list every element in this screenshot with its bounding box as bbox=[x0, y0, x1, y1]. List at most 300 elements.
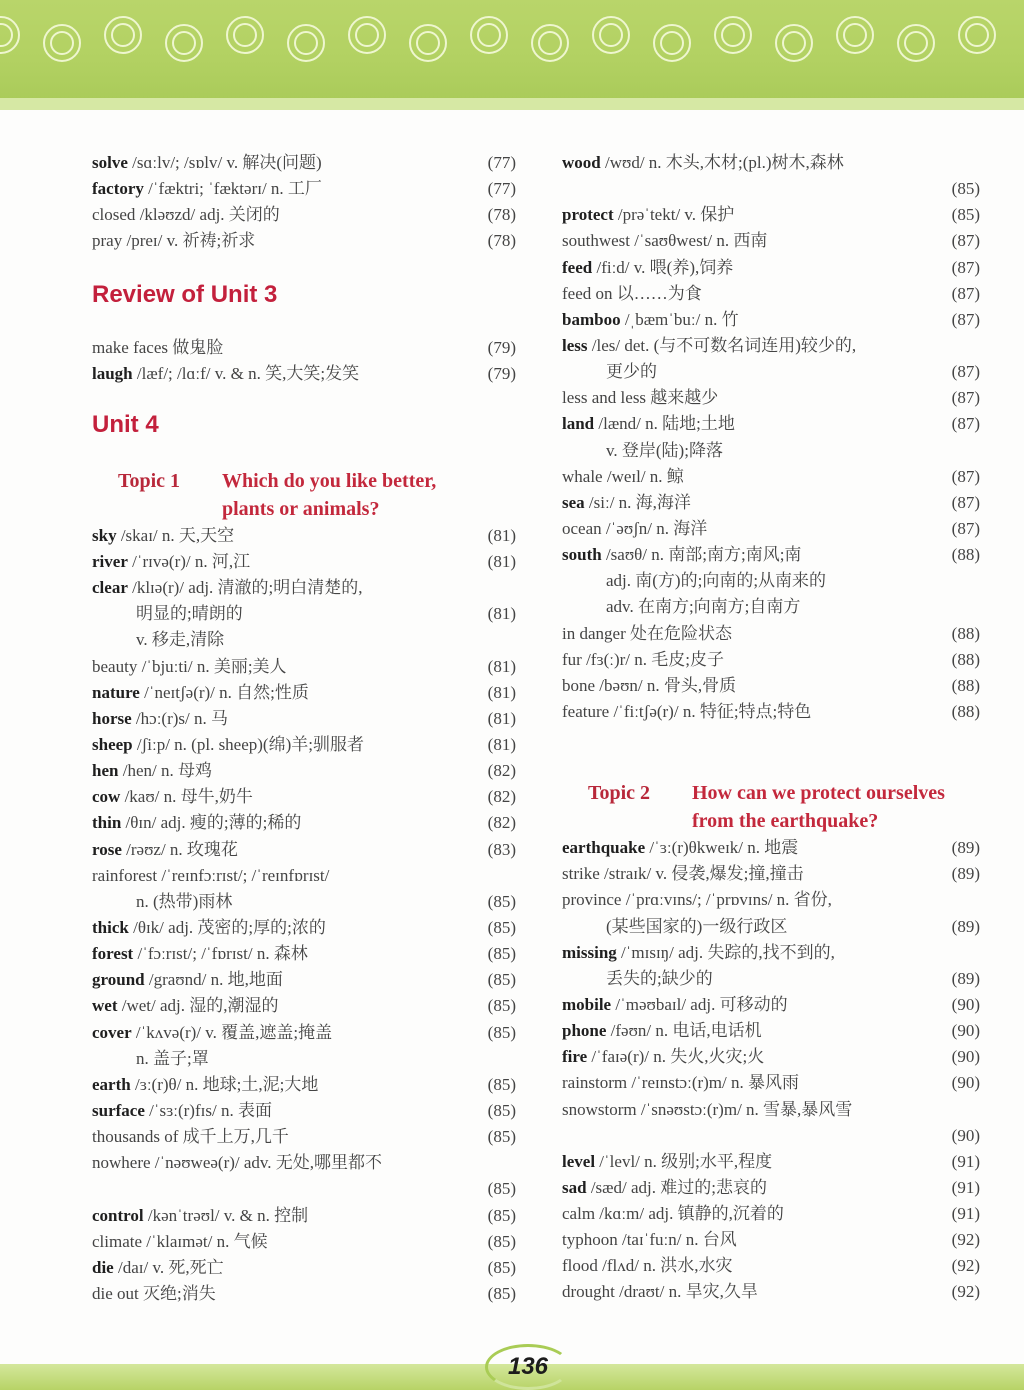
entry-headword: mobile bbox=[562, 994, 612, 1014]
entry-page-ref: (92) bbox=[951, 1256, 980, 1276]
ring-ornament-icon bbox=[897, 24, 935, 62]
entry-headword: strike bbox=[562, 864, 600, 884]
vocab-entry bbox=[562, 621, 980, 647]
vocab-entry bbox=[92, 1281, 516, 1307]
entry-definition: 丢失的;缺少的 bbox=[606, 968, 713, 988]
entry-page-ref: (85) bbox=[487, 1231, 516, 1251]
vocab-entry bbox=[562, 150, 980, 176]
entry-headword: fire bbox=[562, 1047, 588, 1067]
ring-ornament-icon bbox=[226, 16, 264, 54]
vocab-entry bbox=[562, 202, 980, 228]
entry-page-ref: (91) bbox=[951, 1177, 980, 1197]
entry-headword: sea bbox=[562, 492, 585, 512]
entry-definition: /draʊt/ n. 旱灾,久旱 bbox=[614, 1282, 758, 1302]
entry-continuation bbox=[562, 1123, 980, 1149]
entry-definition: /taɪˈfuːn/ n. 台风 bbox=[617, 1230, 737, 1250]
entry-definition: /fiːd/ v. 喂(养),饲养 bbox=[592, 257, 734, 277]
entry-definition: /ˌbæmˈbuː/ n. 竹 bbox=[620, 309, 739, 329]
entry-headword: snowstorm bbox=[562, 1099, 637, 1119]
vocab-entry bbox=[92, 732, 516, 758]
entry-headword: province bbox=[562, 890, 622, 910]
entry-page-ref: (89) bbox=[951, 968, 980, 988]
entry-definition: /wet/ adj. 湿的,潮湿的 bbox=[117, 996, 279, 1016]
entry-definition: /ˈkʌvə(r)/ v. 覆盖,遮盖;掩盖 bbox=[131, 1022, 333, 1042]
vocab-entry bbox=[92, 915, 516, 941]
entry-definition: adj. 南(方)的;向南的;从南来的 bbox=[606, 571, 827, 591]
entry-page-ref: (87) bbox=[951, 362, 980, 382]
entry-page-ref: (87) bbox=[951, 388, 980, 408]
entry-headword: wet bbox=[92, 996, 118, 1016]
entry-page-ref: (88) bbox=[951, 649, 980, 669]
entry-headword: calm bbox=[562, 1204, 596, 1224]
ring-ornament-icon bbox=[531, 24, 569, 62]
entry-headword: southwest bbox=[562, 231, 630, 251]
entry-page-ref: (88) bbox=[951, 701, 980, 721]
vocab-entry bbox=[92, 837, 516, 863]
entry-headword: thick bbox=[92, 917, 129, 937]
entry-page-ref: (90) bbox=[951, 1073, 980, 1093]
entry-page-ref: (88) bbox=[951, 545, 980, 565]
entry-headword: sheep bbox=[92, 734, 133, 754]
topic-heading bbox=[562, 725, 980, 835]
entry-page-ref: (90) bbox=[951, 1125, 980, 1145]
entry-page-ref: (92) bbox=[951, 1230, 980, 1250]
entry-definition: 越来越少 bbox=[646, 388, 719, 408]
entry-definition: /ʃiːp/ n. (pl. sheep)(绵)羊;驯服者 bbox=[132, 734, 364, 754]
entry-headword: cow bbox=[92, 787, 121, 807]
vocab-entry bbox=[92, 1150, 516, 1176]
entry-page-ref: (85) bbox=[487, 1257, 516, 1277]
entry-headword: make faces bbox=[92, 337, 168, 357]
entry-page-ref: (81) bbox=[487, 708, 516, 728]
vocab-entry bbox=[562, 255, 980, 281]
entry-definition: /fəʊn/ n. 电话,电话机 bbox=[606, 1021, 762, 1041]
vocab-entry bbox=[562, 1175, 980, 1201]
vocab-entry bbox=[92, 706, 516, 732]
entry-definition: 更少的 bbox=[606, 362, 657, 382]
entry-definition: /læf/; /lɑːf/ v. & n. 笑,大笑;发笑 bbox=[132, 363, 360, 383]
entry-headword: feed on bbox=[562, 283, 613, 303]
entry-continuation bbox=[562, 176, 980, 202]
entry-continuation bbox=[562, 568, 980, 594]
entry-definition: /hɔː(r)s/ n. 马 bbox=[131, 708, 228, 728]
entry-headword: rose bbox=[92, 839, 122, 859]
entry-definition: /lænd/ n. 陆地;土地 bbox=[594, 414, 735, 434]
entry-definition: /daɪ/ v. 死,死亡 bbox=[113, 1257, 224, 1277]
entry-page-ref: (81) bbox=[487, 656, 516, 676]
entry-continuation bbox=[562, 594, 980, 620]
vocab-entry bbox=[92, 1020, 516, 1046]
entry-page-ref: (85) bbox=[487, 1283, 516, 1303]
entry-page-ref: (89) bbox=[951, 864, 980, 884]
vocab-entry bbox=[562, 464, 980, 490]
entry-definition: /fɜ(ː)r/ n. 毛皮;皮子 bbox=[581, 649, 725, 669]
entry-definition: /ˈreɪnstɔː(r)m/ n. 暴风雨 bbox=[627, 1073, 800, 1093]
topic-question-line: plants or animals? bbox=[222, 497, 380, 520]
entry-headword: thousands of bbox=[92, 1127, 179, 1147]
entry-headword: closed bbox=[92, 205, 136, 225]
entry-page-ref: (77) bbox=[487, 153, 516, 172]
entry-definition: /straɪk/ v. 侵袭,爆发;撞,撞击 bbox=[599, 864, 804, 884]
vocabulary-column-right bbox=[562, 150, 980, 1306]
entry-definition: n. 盖子;罩 bbox=[136, 1048, 209, 1068]
entry-page-ref: (87) bbox=[951, 414, 980, 434]
entry-headword: pray bbox=[92, 231, 123, 251]
entry-definition: /rəʊz/ n. 玫瑰花 bbox=[121, 839, 238, 859]
entry-page-ref: (90) bbox=[951, 1047, 980, 1067]
entry-page-ref: (87) bbox=[951, 231, 980, 251]
entry-page-ref: (85) bbox=[487, 944, 516, 964]
entry-headword: south bbox=[562, 545, 602, 565]
vocab-entry bbox=[92, 176, 516, 202]
entry-page-ref: (82) bbox=[487, 761, 516, 781]
vocab-entry bbox=[562, 1279, 980, 1305]
vocab-entry bbox=[92, 228, 516, 254]
vocab-entry bbox=[92, 863, 516, 889]
entry-definition: /sæd/ adj. 难过的;悲哀的 bbox=[586, 1177, 767, 1197]
entry-page-ref: (81) bbox=[487, 551, 516, 571]
entry-headword: forest bbox=[92, 944, 134, 964]
entry-headword: land bbox=[562, 414, 595, 434]
entry-definition: 处在危险状态 bbox=[625, 623, 732, 643]
entry-page-ref: (85) bbox=[951, 179, 980, 199]
header-strip bbox=[0, 98, 1024, 110]
ring-ornament-icon bbox=[287, 24, 325, 62]
entry-definition: /klɪə(r)/ adj. 清澈的;明白清楚的, bbox=[127, 578, 363, 598]
entry-page-ref: (82) bbox=[487, 813, 516, 833]
vocab-entry bbox=[562, 490, 980, 516]
entry-headword: feed bbox=[562, 257, 593, 277]
vocab-entry bbox=[562, 516, 980, 542]
entry-continuation bbox=[92, 1176, 516, 1202]
entry-definition: /ˈɜː(r)θkweɪk/ n. 地震 bbox=[645, 838, 799, 858]
entry-page-ref: (89) bbox=[951, 838, 980, 858]
vocab-entry bbox=[562, 281, 980, 307]
entry-headword: drought bbox=[562, 1282, 615, 1302]
entry-definition: /ˈklaɪmət/ n. 气候 bbox=[142, 1231, 268, 1251]
entry-page-ref: (81) bbox=[487, 525, 516, 545]
entry-definition: /weɪl/ n. 鲸 bbox=[602, 466, 684, 486]
entry-page-ref: (90) bbox=[951, 1021, 980, 1041]
entry-page-ref: (87) bbox=[951, 466, 980, 486]
ring-ornament-icon bbox=[958, 16, 996, 54]
vocab-entry bbox=[92, 150, 516, 176]
entry-definition: /hen/ n. 母鸡 bbox=[118, 761, 212, 781]
topic-label: Topic 1 bbox=[118, 469, 181, 492]
ring-ornament-icon bbox=[0, 16, 20, 54]
entry-headword: horse bbox=[92, 708, 132, 728]
entry-headword: phone bbox=[562, 1021, 607, 1041]
entry-headword: in danger bbox=[562, 623, 626, 643]
vocab-entry bbox=[562, 1227, 980, 1253]
entry-headword: climate bbox=[92, 1231, 143, 1251]
entry-headword: less and less bbox=[562, 388, 647, 408]
entry-definition: /ˈrɪvə(r)/ n. 河,江 bbox=[127, 551, 251, 571]
vocab-entry bbox=[562, 307, 980, 333]
entry-headword: earthquake bbox=[562, 838, 646, 858]
topic-label: Topic 2 bbox=[588, 782, 651, 805]
entry-headword: missing bbox=[562, 942, 617, 962]
vocab-entry bbox=[92, 680, 516, 706]
entry-definition: /ˈbjuːti/ n. 美丽;美人 bbox=[137, 656, 287, 676]
entry-page-ref: (92) bbox=[951, 1282, 980, 1302]
entry-definition: /ˈfiːtʃə(r)/ n. 特征;特点;特色 bbox=[609, 701, 812, 721]
entry-headword: laugh bbox=[92, 363, 133, 383]
entry-headword: hen bbox=[92, 761, 119, 781]
entry-definition: /ˈfæktri; ˈfæktərɪ/ n. 工厂 bbox=[143, 179, 322, 199]
entry-page-ref: (91) bbox=[951, 1151, 980, 1171]
vocab-entry bbox=[562, 1070, 980, 1096]
vocab-entry bbox=[562, 333, 980, 359]
entry-definition: 做鬼脸 bbox=[167, 337, 224, 357]
entry-definition: /skaɪ/ n. 天,天空 bbox=[116, 525, 235, 545]
unit-heading-text: Unit 4 bbox=[92, 410, 159, 438]
entry-page-ref: (85) bbox=[487, 1127, 516, 1147]
ring-ornament-icon bbox=[470, 16, 508, 54]
entry-page-ref: (90) bbox=[951, 994, 980, 1014]
vocab-entry bbox=[562, 1097, 980, 1123]
section-heading bbox=[92, 255, 516, 335]
vocab-entry bbox=[92, 1098, 516, 1124]
topic-question-line: from the earthquake? bbox=[692, 810, 879, 833]
entry-page-ref: (89) bbox=[951, 916, 980, 936]
vocab-entry bbox=[562, 228, 980, 254]
decorative-header-band bbox=[0, 0, 1024, 100]
vocab-entry bbox=[562, 673, 980, 699]
entry-continuation bbox=[562, 914, 980, 940]
entry-definition: v. 登岸(陆);降落 bbox=[606, 440, 723, 460]
vocab-entry bbox=[92, 523, 516, 549]
entry-headword: clear bbox=[92, 578, 128, 598]
vocab-entry bbox=[562, 1149, 980, 1175]
entry-headword: whale bbox=[562, 466, 603, 486]
entry-definition: /kɑːm/ adj. 镇静的,沉着的 bbox=[595, 1204, 784, 1224]
entry-page-ref: (88) bbox=[951, 623, 980, 643]
entry-headword: rainforest bbox=[92, 865, 158, 885]
ring-ornament-icon bbox=[43, 24, 81, 62]
entry-definition: adv. 在南方;向南方;自南方 bbox=[606, 597, 801, 617]
ring-ornament-icon bbox=[348, 16, 386, 54]
vocab-entry bbox=[92, 1124, 516, 1150]
entry-headword: nature bbox=[92, 682, 140, 702]
entry-definition: /ˈsaʊθwest/ n. 西南 bbox=[630, 231, 768, 251]
entry-page-ref: (91) bbox=[951, 1204, 980, 1224]
entry-headword: die out bbox=[92, 1283, 139, 1303]
entry-definition: /ˈlevl/ n. 级别;水平,程度 bbox=[595, 1151, 773, 1171]
entry-continuation bbox=[92, 889, 516, 915]
entry-page-ref: (77) bbox=[487, 179, 516, 199]
vocab-entry bbox=[92, 575, 516, 601]
entry-page-ref: (79) bbox=[487, 363, 516, 383]
entry-definition: /kləʊzd/ adj. 关闭的 bbox=[135, 205, 280, 225]
vocab-entry bbox=[92, 1229, 516, 1255]
section-heading-text: Review of Unit 3 bbox=[92, 280, 278, 308]
entry-headword: die bbox=[92, 1257, 114, 1277]
entry-definition: 成千上万,几千 bbox=[178, 1127, 289, 1147]
entry-definition: /wʊd/ n. 木头,木材;(pl.)树木,森林 bbox=[600, 153, 844, 172]
entry-definition: /graʊnd/ n. 地,地面 bbox=[144, 970, 283, 990]
entry-headword: feature bbox=[562, 701, 610, 721]
entry-headword: rainstorm bbox=[562, 1073, 628, 1093]
vocab-entry bbox=[562, 542, 980, 568]
entry-headword: earth bbox=[92, 1074, 131, 1094]
entry-definition: /ˈəʊʃn/ n. 海洋 bbox=[601, 518, 708, 538]
entry-headword: wood bbox=[562, 153, 601, 172]
entry-definition: /ˈmɪsɪŋ/ adj. 失踪的,找不到的, bbox=[616, 942, 835, 962]
entry-definition: /kaʊ/ n. 母牛,奶牛 bbox=[120, 787, 253, 807]
entry-continuation bbox=[562, 966, 980, 992]
entry-continuation bbox=[562, 438, 980, 464]
entry-definition: /bəʊn/ n. 骨头,骨质 bbox=[595, 675, 737, 695]
entry-definition: /saʊθ/ n. 南部;南方;南风;南 bbox=[601, 545, 802, 565]
topic-heading bbox=[92, 453, 516, 523]
ring-ornament-icon bbox=[592, 16, 630, 54]
entry-headword: thin bbox=[92, 813, 122, 833]
entry-headword: control bbox=[92, 1205, 144, 1225]
entry-headword: protect bbox=[562, 205, 614, 225]
entry-headword: ocean bbox=[562, 518, 602, 538]
entry-headword: factory bbox=[92, 179, 144, 199]
entry-definition: /θɪn/ adj. 瘦的;薄的;稀的 bbox=[121, 813, 302, 833]
vocab-entry bbox=[562, 1201, 980, 1227]
entry-headword: level bbox=[562, 1151, 596, 1171]
entry-page-ref: (85) bbox=[487, 1179, 516, 1199]
entry-headword: river bbox=[92, 551, 128, 571]
ring-ornament-icon bbox=[409, 24, 447, 62]
vocab-entry bbox=[92, 810, 516, 836]
entry-headword: typhoon bbox=[562, 1230, 618, 1250]
vocab-entry bbox=[562, 411, 980, 437]
entry-page-ref: (82) bbox=[487, 787, 516, 807]
vocab-entry bbox=[92, 993, 516, 1019]
vocab-entry bbox=[562, 861, 980, 887]
vocab-entry bbox=[92, 967, 516, 993]
entry-headword: bone bbox=[562, 675, 596, 695]
entry-headword: surface bbox=[92, 1100, 145, 1120]
ring-ornament-icon bbox=[653, 24, 691, 62]
entry-page-ref: (81) bbox=[487, 604, 516, 624]
vocab-entry bbox=[562, 1253, 980, 1279]
vocab-entry bbox=[562, 385, 980, 411]
entry-page-ref: (85) bbox=[487, 996, 516, 1016]
entry-page-ref: (85) bbox=[487, 970, 516, 990]
ring-ornament-icon bbox=[714, 16, 752, 54]
entry-definition: /ˈreɪnfɔːrɪst/; /ˈreɪnfɒrɪst/ bbox=[157, 865, 330, 885]
entry-page-ref: (87) bbox=[951, 309, 980, 329]
vocab-entry bbox=[92, 361, 516, 387]
unit-heading bbox=[92, 387, 516, 453]
entry-definition: /ˈprɑːvɪns/; /ˈprɒvɪns/ n. 省份, bbox=[621, 890, 832, 910]
entry-definition: /ˈsnəʊstɔː(r)m/ n. 雪暴,暴风雪 bbox=[636, 1099, 853, 1119]
vocab-entry bbox=[92, 1203, 516, 1229]
ring-ornament-icon bbox=[836, 16, 874, 54]
vocab-entry bbox=[562, 647, 980, 673]
entry-page-ref: (85) bbox=[487, 891, 516, 911]
vocab-entry bbox=[562, 887, 980, 913]
page-number: 136 bbox=[485, 1344, 571, 1390]
entry-definition: /sɑːlv/; /sɒlv/ v. 解决(问题) bbox=[127, 153, 322, 172]
entry-page-ref: (85) bbox=[487, 917, 516, 937]
entry-definition: 以……为食 bbox=[612, 283, 702, 303]
entry-definition: /ˈsɜː(r)fɪs/ n. 表面 bbox=[144, 1100, 272, 1120]
entry-headword: sky bbox=[92, 525, 117, 545]
entry-page-ref: (87) bbox=[951, 518, 980, 538]
entry-continuation bbox=[92, 601, 516, 627]
entry-definition: /preɪ/ v. 祈祷;祈求 bbox=[122, 231, 256, 251]
entry-definition: /ˈnəʊweə(r)/ adv. 无处,哪里都不 bbox=[150, 1153, 383, 1173]
topic-question-line: How can we protect ourselves bbox=[692, 782, 945, 805]
entry-definition: /siː/ n. 海,海洋 bbox=[584, 492, 691, 512]
entry-definition: /prəˈtekt/ v. 保护 bbox=[613, 205, 735, 225]
entry-continuation bbox=[562, 359, 980, 385]
vocab-entry bbox=[92, 1255, 516, 1281]
vocab-entry bbox=[92, 202, 516, 228]
entry-definition: v. 移走,清除 bbox=[136, 630, 225, 650]
entry-definition: /θɪk/ adj. 茂密的;厚的;浓的 bbox=[128, 917, 326, 937]
entry-continuation bbox=[92, 1046, 516, 1072]
ring-ornament-icon bbox=[775, 24, 813, 62]
entry-headword: cover bbox=[92, 1022, 132, 1042]
entry-page-ref: (81) bbox=[487, 734, 516, 754]
entry-definition: /ˈməʊbaɪl/ adj. 可移动的 bbox=[611, 994, 788, 1014]
entry-page-ref: (87) bbox=[951, 283, 980, 303]
entry-page-ref: (87) bbox=[951, 257, 980, 277]
entry-headword: ground bbox=[92, 970, 145, 990]
ring-ornament-icon bbox=[165, 24, 203, 62]
entry-page-ref: (78) bbox=[487, 205, 516, 225]
entry-definition: n. (热带)雨林 bbox=[136, 891, 233, 911]
entry-definition: /ˈneɪtʃə(r)/ n. 自然;性质 bbox=[139, 682, 309, 702]
entry-headword: beauty bbox=[92, 656, 138, 676]
vocab-entry bbox=[562, 699, 980, 725]
vocab-entry bbox=[562, 992, 980, 1018]
entry-headword: bamboo bbox=[562, 309, 621, 329]
entry-headword: flood bbox=[562, 1256, 598, 1276]
entry-page-ref: (85) bbox=[487, 1100, 516, 1120]
vocab-entry bbox=[562, 940, 980, 966]
entry-page-ref: (87) bbox=[951, 492, 980, 512]
entry-headword: fur bbox=[562, 649, 582, 669]
entry-headword: sad bbox=[562, 1177, 587, 1197]
entry-page-ref: (78) bbox=[487, 231, 516, 251]
vocab-entry bbox=[562, 1018, 980, 1044]
vocab-entry bbox=[562, 1044, 980, 1070]
vocab-entry bbox=[92, 654, 516, 680]
entry-definition: 灭绝;消失 bbox=[138, 1283, 216, 1303]
entry-page-ref: (85) bbox=[487, 1074, 516, 1094]
entry-page-ref: (85) bbox=[951, 205, 980, 225]
entry-definition: /flʌd/ n. 洪水,水灾 bbox=[597, 1256, 733, 1276]
topic-question-line: Which do you like better, bbox=[222, 469, 437, 492]
vocabulary-column-left bbox=[92, 150, 516, 1307]
entry-definition: 明显的;晴朗的 bbox=[136, 604, 243, 624]
entry-definition: (某些国家的)一级行政区 bbox=[606, 916, 788, 936]
vocab-entry bbox=[92, 335, 516, 361]
vocab-entry bbox=[92, 784, 516, 810]
entry-continuation bbox=[92, 627, 516, 653]
entry-definition: /ɜː(r)θ/ n. 地球;土,泥;大地 bbox=[130, 1074, 319, 1094]
ring-ornament-icon bbox=[104, 16, 142, 54]
vocab-entry bbox=[562, 835, 980, 861]
entry-definition: /kənˈtrəʊl/ v. & n. 控制 bbox=[143, 1205, 309, 1225]
entry-page-ref: (85) bbox=[487, 1205, 516, 1225]
vocab-entry bbox=[92, 1072, 516, 1098]
vocab-entry bbox=[92, 549, 516, 575]
entry-page-ref: (85) bbox=[487, 1022, 516, 1042]
entry-definition: /ˈfaɪə(r)/ n. 失火,火灾;火 bbox=[587, 1047, 765, 1067]
entry-definition: /les/ det. (与不可数名词连用)较少的, bbox=[587, 335, 857, 355]
vocab-entry bbox=[92, 758, 516, 784]
